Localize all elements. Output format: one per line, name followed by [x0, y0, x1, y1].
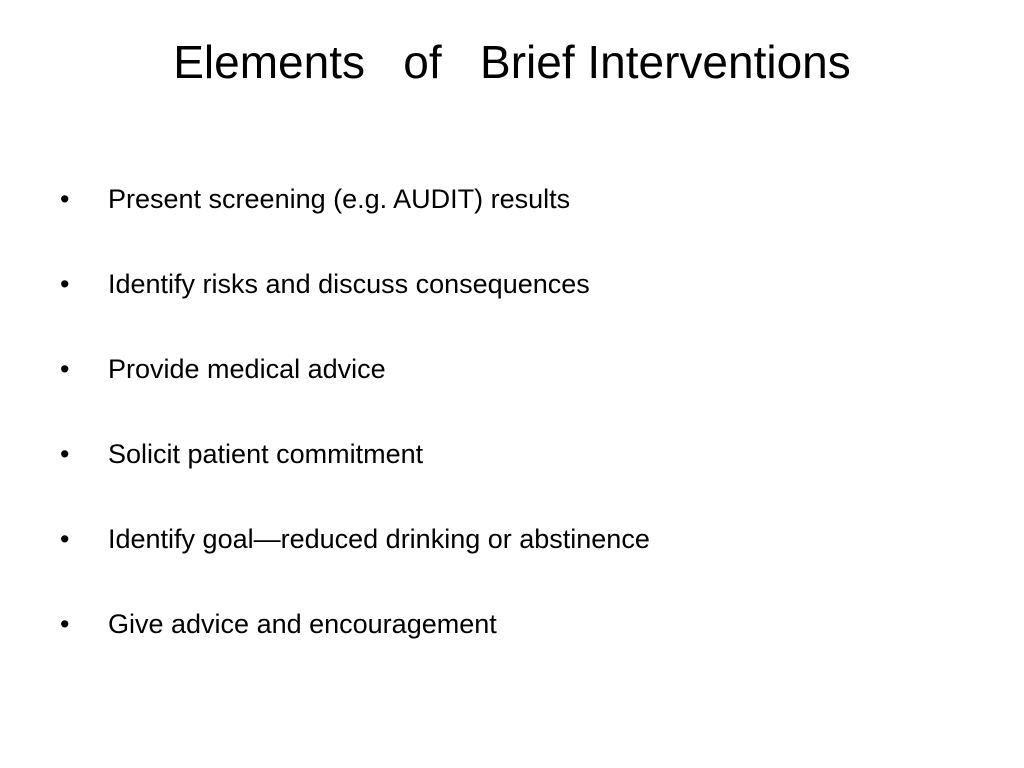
bullet-item-identify-risks	[0, 255, 1024, 340]
bullet-text: Identify goal—reduced drinking or abstinence	[108, 524, 650, 554]
bullet-item-medical-advice	[0, 340, 1024, 425]
bullet-text: Present screening (e.g. AUDIT) results	[108, 184, 571, 214]
bullet-point-icon: •	[60, 609, 70, 639]
slide-title: Elements of Brief Interventions	[173, 36, 851, 88]
bullet-point-icon: •	[60, 439, 70, 469]
bullet-text: Identify risks and discuss consequences	[108, 269, 590, 299]
bullet-point-icon: •	[60, 269, 70, 299]
bullet-text: Solicit patient commitment	[108, 439, 424, 469]
bullet-item-present-screening	[0, 170, 1024, 255]
bullet-text: Provide medical advice	[108, 354, 386, 384]
bullet-item-advice-encouragement	[0, 595, 1024, 680]
bullet-point-icon: •	[60, 184, 70, 214]
bullet-item-patient-commitment	[0, 425, 1024, 510]
bullet-list	[0, 170, 1024, 680]
bullet-item-identify-goal	[0, 510, 1024, 595]
bullet-point-icon: •	[60, 354, 70, 384]
bullet-point-icon: •	[60, 524, 70, 554]
bullet-text: Give advice and encouragement	[108, 609, 497, 639]
